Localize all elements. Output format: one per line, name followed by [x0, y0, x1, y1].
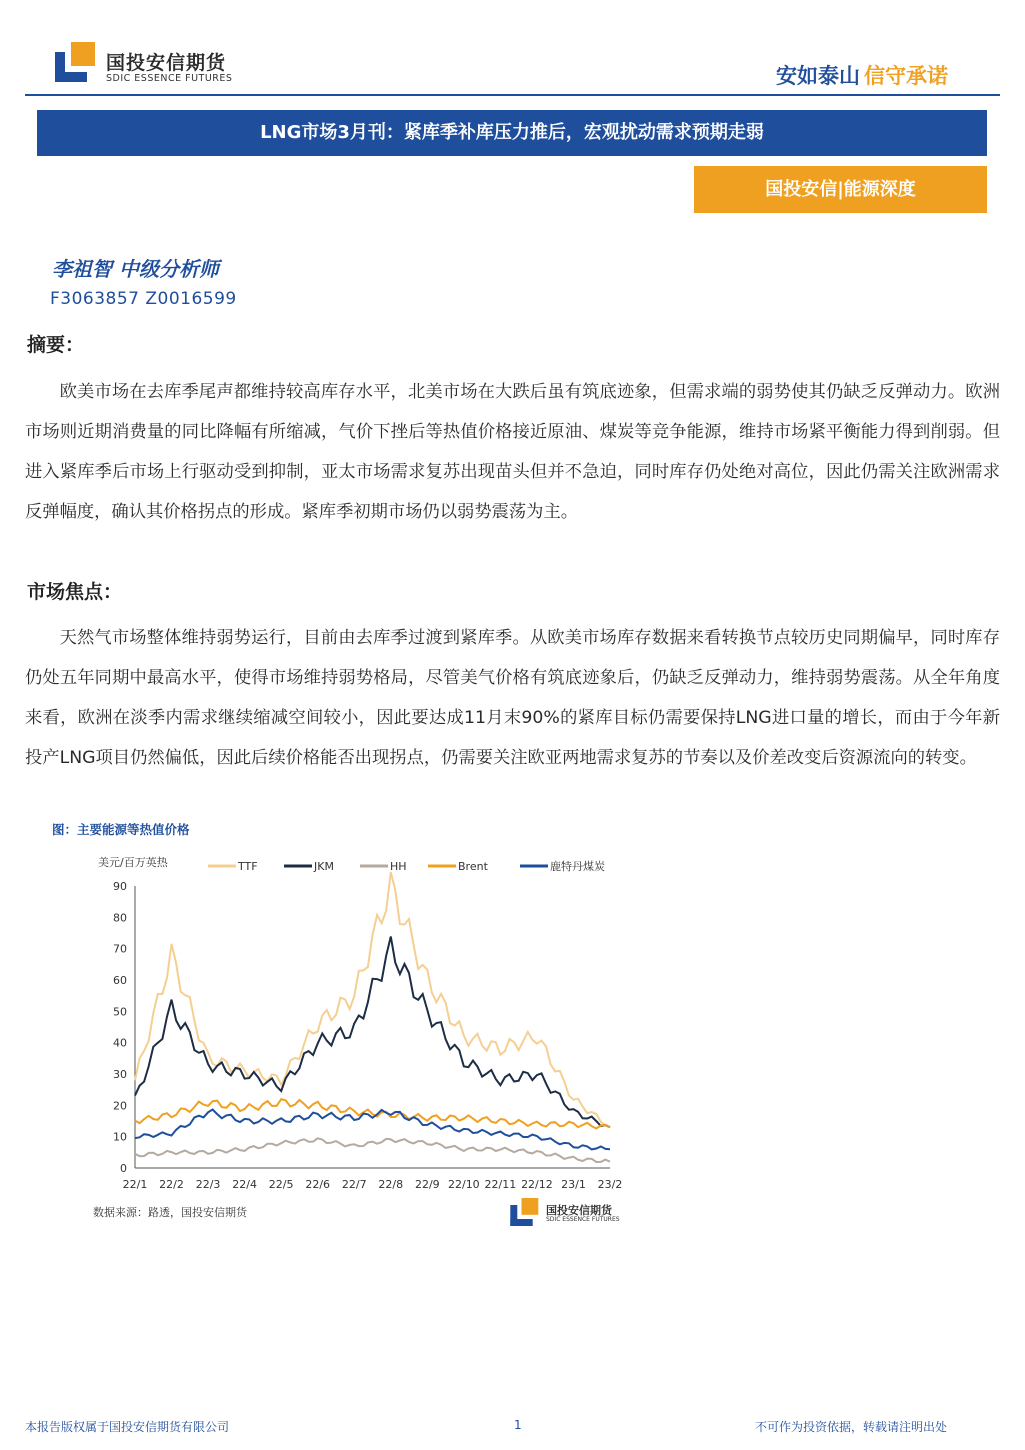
company-logo-icon	[55, 42, 97, 82]
x-tick-label: 22/6	[305, 1178, 331, 1191]
y-axis-label: 美元/百万英热	[98, 856, 168, 869]
small-logo-en: SDIC ESSENCE FUTURES	[546, 1216, 620, 1223]
x-tick-label: 22/2	[159, 1178, 184, 1191]
report-tag: 国投安信|能源深度	[694, 166, 987, 213]
y-tick-label: 80	[113, 911, 127, 925]
y-tick-label: 40	[113, 1036, 127, 1050]
y-tick-label: 70	[113, 942, 127, 956]
legend-entry: HH	[390, 860, 407, 873]
x-tick-label: 22/5	[268, 1178, 294, 1191]
y-tick-label: 60	[113, 974, 127, 987]
footer-disclaimer: 不可作为投资依据，转载请注明出处	[755, 1420, 948, 1434]
legend-entry: TTF	[238, 860, 258, 873]
figure-source: 数据来源：路透，国投安信期货	[93, 1206, 247, 1219]
report-title: LNG市场3月刊：紧库季补库压力推后，宏观扰动需求预期走弱	[37, 110, 987, 156]
legend-entry: JKM	[314, 860, 334, 873]
energy-price-chart	[90, 848, 635, 1200]
series-line	[135, 937, 610, 1128]
legend-entry: Brent	[458, 860, 488, 873]
x-tick-label: 22/4	[232, 1178, 257, 1191]
logo-english-name: SDIC ESSENCE FUTURES	[106, 73, 233, 84]
page-number: 1	[514, 1418, 522, 1432]
y-tick-label: 0	[120, 1162, 127, 1175]
series-line	[135, 1138, 610, 1162]
focus-text: 天然气市场整体维持弱势运行，目前由去库季过渡到紧库季。从欧美市场库存数据来看转换节点较历史同期偏早，同时库存仍处五年同期中最高水平，使得市场维持弱势格局，尽管美气价格有筑底迹象后，仍缺乏反弹动力，维持弱势震荡。从全年角度来看，欧洲在淡季内需求继续缩减空间较小，因此要达成11月末90%的紧库目标仍需要保持LNG进口量的增长，而由于今年新投产LNG项目仍然偏低，因此后续价格能否出现拐点，仍需要关注欧亚两地需求复苏的节奏以及价差改变后资源流向的转变。	[25, 628, 1000, 768]
x-tick-label: 22/11	[484, 1178, 517, 1191]
summary-heading: 摘要：	[27, 334, 85, 356]
footer-copyright: 本报告版权属于国投安信期货有限公司	[25, 1420, 230, 1434]
summary-text: 欧美市场在去库季尾声都维持较高库存水平，北美市场在大跌后虽有筑底迹象，但需求端的弱势使其仍缺乏反弹动力。欧洲市场则近期消费量的同比降幅有所缩减，气价下挫后等热值价格接近原油、煤炭等竞争能源，维持市场紧平衡能力得到削弱。但进入紧库季后市场上行驱动受到抑制，亚太市场需求复苏出现苗头但并不急迫，同时库存仍处绝对高位，因此仍需关注欧洲需求反弹幅度，确认其价格拐点的形成。紧库季初期市场仍以弱势震荡为主。	[25, 382, 1000, 522]
slogan	[776, 60, 948, 90]
y-tick-label: 10	[113, 1130, 127, 1144]
slogan-part2: 信守承诺	[864, 64, 948, 88]
author: 李祖智 中级分析师	[52, 257, 219, 281]
y-tick-label: 50	[113, 1005, 127, 1019]
x-tick-label: 22/3	[195, 1178, 221, 1191]
x-tick-label: 23/1	[561, 1178, 586, 1191]
certificate-numbers: F3063857 Z0016599	[50, 289, 237, 309]
summary-paragraph	[25, 372, 1000, 532]
y-tick-label: 90	[113, 880, 127, 893]
x-tick-label: 22/10	[447, 1178, 480, 1191]
series-line	[135, 1110, 610, 1150]
figure-caption: 图：主要能源等热值价格	[52, 822, 190, 837]
focus-paragraph	[25, 618, 1000, 778]
slogan-part1: 安如泰山	[776, 64, 860, 88]
x-tick-label: 22/9	[414, 1178, 440, 1191]
header-divider	[25, 94, 1000, 96]
logo-chinese-name: 国投安信期货	[106, 52, 227, 74]
small-logo-cn: 国投安信期货	[546, 1204, 612, 1217]
x-tick-label: 22/1	[122, 1178, 148, 1191]
y-tick-label: 30	[113, 1068, 127, 1081]
x-tick-label: 22/8	[378, 1178, 404, 1191]
x-tick-label: 23/2	[597, 1178, 623, 1191]
series-line	[135, 872, 610, 1127]
small-logo-icon	[510, 1198, 540, 1226]
x-tick-label: 22/12	[521, 1178, 553, 1191]
legend-entry: 鹿特丹煤炭	[550, 860, 605, 873]
focus-heading: 市场焦点：	[27, 581, 123, 603]
y-tick-label: 20	[113, 1099, 127, 1113]
x-tick-label: 22/7	[341, 1178, 367, 1191]
